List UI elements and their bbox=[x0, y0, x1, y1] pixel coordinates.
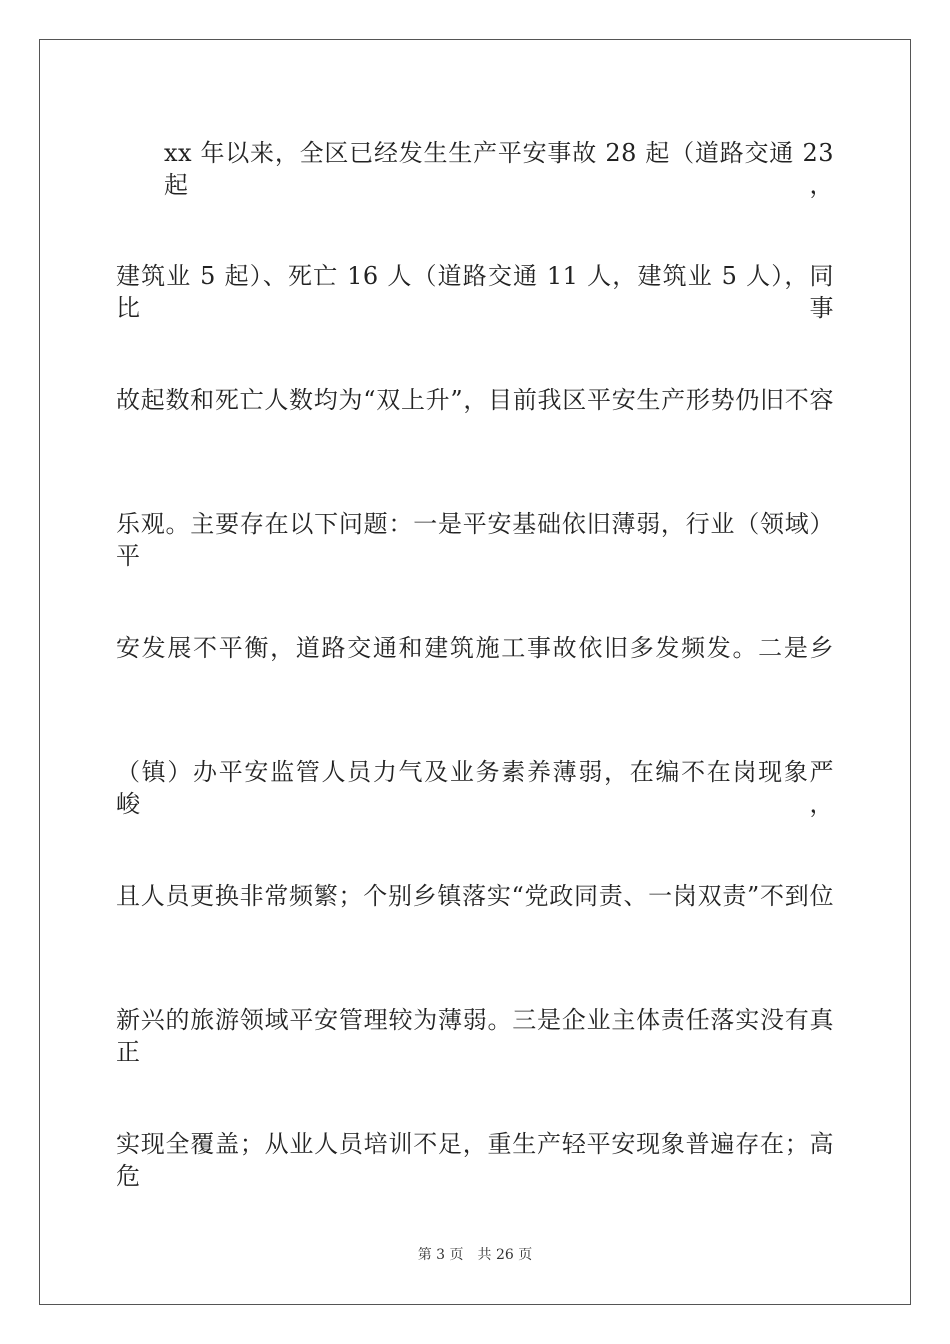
paragraph-line-1: xx 年以来，全区已经发生生产平安事故 28 起（道路交通 23 起， bbox=[164, 139, 834, 199]
paragraph-line-5: 安发展不平衡，道路交通和建筑施工事故依旧多发频发。二是乡 bbox=[116, 634, 834, 662]
paragraph-line-4: 乐观。主要存在以下问题：一是平安基础依旧薄弱，行业（领域）平 bbox=[116, 510, 834, 570]
page-footer bbox=[0, 1246, 950, 1264]
paragraph-line-3: 故起数和死亡人数均为“双上升”，目前我区平安生产形势仍旧不容 bbox=[116, 386, 834, 414]
page-border bbox=[39, 39, 911, 1305]
paragraph-line-8: 新兴的旅游领域平安管理较为薄弱。三是企业主体责任落实没有真正 bbox=[116, 1006, 834, 1066]
page-number: 第 3 页 bbox=[417, 1247, 464, 1263]
total-pages: 共 26 页 bbox=[477, 1247, 533, 1263]
paragraph-line-6: （镇）办平安监管人员力气及业务素养薄弱，在编不在岗现象严峻， bbox=[116, 758, 834, 818]
paragraph-line-2: 建筑业 5 起）、死亡 16 人（道路交通 11 人，建筑业 5 人），同比事 bbox=[116, 262, 834, 322]
paragraph-line-7: 且人员更换非常频繁；个别乡镇落实“党政同责、一岗双责”不到位 bbox=[116, 882, 834, 910]
paragraph-line-9: 实现全覆盖；从业人员培训不足，重生产轻平安现象普遍存在；高危 bbox=[116, 1130, 834, 1190]
